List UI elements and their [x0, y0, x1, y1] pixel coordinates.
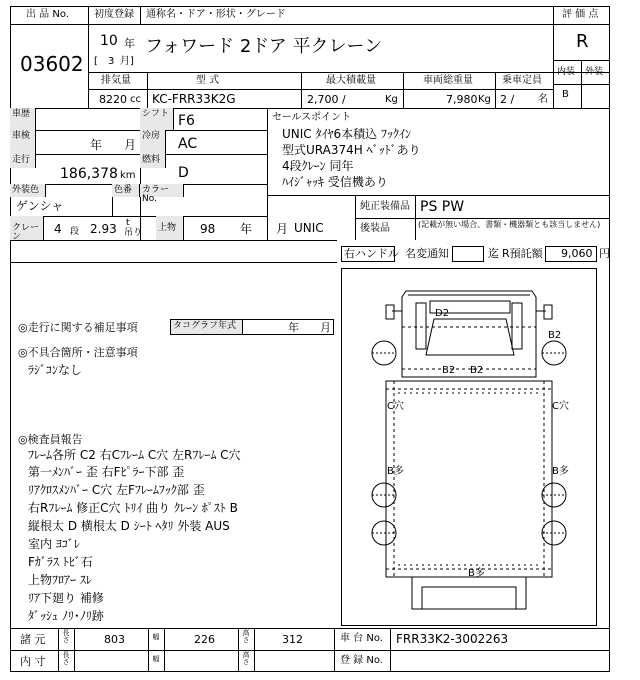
first-reg-year: 10: [100, 33, 118, 49]
capacity-label: 乗車定員: [502, 75, 542, 86]
report-title: ◎検査員報告: [18, 433, 83, 446]
color-label-cell: [140, 184, 184, 204]
chassis-label: 車 台 No.: [340, 633, 383, 644]
diagram-mark-d2: D2: [435, 308, 450, 319]
crane-label-cell: [10, 216, 44, 240]
owner-change-label: 名変通知: [405, 247, 449, 260]
overall-rating: R: [576, 31, 589, 52]
ext-color-label: 外装色: [12, 185, 40, 195]
report-line-2: 第一ﾒﾝﾊﾞｰ 歪 右Fﾋﾟﾗｰ下部 歪: [28, 465, 185, 479]
diagram-mark-b2-cab-left: B2: [442, 365, 456, 376]
max-load-unit: Kg: [385, 94, 398, 105]
aftermarket-label: 後装品: [360, 223, 390, 234]
mileage-label-cell: [10, 154, 36, 168]
color-label: カラーNo.: [142, 185, 170, 204]
fuel-label: 燃料: [142, 155, 161, 165]
height-value: 312: [282, 633, 303, 646]
sales-point-line-4: ﾊｲｼﾞｬｯｷ 受信機あり: [282, 175, 388, 189]
first-reg-month-close: 月]: [120, 56, 134, 67]
ac-label-cell: [140, 130, 166, 154]
exterior-grade-label: 外装: [585, 67, 604, 77]
crane-label: クレーン: [12, 223, 40, 242]
first-reg-year-unit: 年: [124, 37, 135, 50]
report-line-7: Fｶﾞﾗｽ ﾄﾋﾞ石: [28, 555, 93, 569]
report-line-6: 室内 ﾖｺﾞﾚ: [28, 537, 80, 551]
recycle-unit: 円: [599, 247, 610, 260]
report-line-9: ﾘｱ下廻り 補修: [28, 591, 104, 605]
ac-label: 冷房: [142, 131, 161, 141]
first-reg-label: 初度登録: [94, 9, 134, 20]
in-height-label: 高 さ: [242, 651, 250, 666]
loading-label: 上物: [158, 223, 177, 233]
inspection-year-unit: 年: [90, 138, 103, 152]
tacho-label: タコグラフ年式: [173, 321, 237, 331]
drive-side-label: 右ハンドル: [344, 247, 399, 260]
length-label: 長 さ: [62, 629, 70, 644]
report-line-5: 縦根太 D 横根太 D ｼｰﾄ ﾍﾀﾘ 外装 AUS: [28, 519, 230, 533]
loading-year-unit: 年: [240, 222, 253, 236]
diagram-mark-b-many-left: B多: [387, 466, 404, 477]
in-width-label: 幅: [152, 655, 160, 663]
dims-label: 諸 元: [20, 633, 46, 646]
history-label: 車歴: [12, 109, 31, 119]
gross-weight-label: 車両総重量: [423, 75, 473, 86]
mileage-label: 走行: [12, 155, 31, 165]
ac-value: AC: [178, 136, 198, 152]
width-value: 226: [194, 633, 215, 646]
recycle-label: R預託額: [502, 247, 543, 260]
crane-stage-unit: 段: [70, 227, 80, 237]
model-header-label: 通称名・ドア・形状・グレード: [146, 9, 286, 20]
mileage-unit: km: [120, 170, 136, 181]
first-reg-month: 3: [108, 56, 115, 67]
mileage-value: 186,378: [60, 166, 118, 182]
diagram-mark-b2-right-front: B2: [548, 330, 562, 341]
report-line-3: ﾘｱｸﾛｽﾒﾝﾊﾞｰ C穴 左Fﾌﾚｰﾑﾌｯｸ部 歪: [28, 483, 205, 497]
interior-grade: B: [562, 89, 569, 100]
lot-number: 03602: [20, 52, 84, 76]
tacho-label-cell: [171, 320, 243, 334]
tacho-year-unit: 年: [288, 321, 299, 334]
color-no-label-cell: [112, 184, 140, 197]
inspection-month-unit: 月: [124, 138, 137, 152]
gross-weight-unit: Kg: [478, 94, 491, 105]
ext-color-value: ゲンシャ: [16, 199, 64, 213]
gross-weight-value: 7,980: [446, 93, 478, 106]
capacity-unit: 名: [538, 94, 548, 105]
diagram-mark-b-many-rear: B多: [468, 568, 485, 579]
history-label-cell: [10, 108, 36, 130]
sales-point-line-1: UNIC ﾀｲﾔ6本積込 ﾌｯｸｲﾝ: [282, 127, 411, 141]
first-reg-month-open: [: [94, 56, 98, 67]
sales-points-title: セールスポイント: [272, 112, 352, 123]
sales-point-line-3: 4段ｸﾚｰﾝ 同年: [282, 159, 354, 173]
in-length-label: 長 さ: [62, 651, 70, 666]
owner-change-box: [452, 246, 484, 262]
fuel-label-cell: [140, 154, 166, 168]
max-load-value: 2,700 /: [307, 93, 346, 106]
inspection-label-cell: [10, 130, 36, 154]
report-line-8: 上物ﾌﾛｱｰ ｽﾚ: [28, 573, 92, 587]
interior-dims-label: 内 寸: [20, 655, 46, 668]
report-line-10: ﾀﾞｯｼｭ ﾉﾘ･ﾉﾘ跡: [28, 609, 104, 623]
defects-line-1: ﾗｼﾞｺﾝなし: [28, 363, 83, 377]
inspection-label: 車検: [12, 131, 31, 141]
ext-color-label-cell: [10, 184, 46, 197]
damage-diagram: [341, 268, 597, 626]
max-load-label: 最大積載量: [326, 75, 376, 86]
width-label: 幅: [152, 633, 160, 641]
crane-ton-unit-top: t: [126, 218, 130, 228]
loading-year: 98: [200, 222, 216, 236]
report-line-1: ﾌﾚｰﾑ各所 C2 右Cﾌﾚｰﾑ C穴 左Rﾌﾚｰﾑ C穴: [28, 448, 241, 462]
crane-ton-unit-bottom: 吊り: [124, 228, 143, 238]
model-type-value: KC-FRR33K2G: [152, 92, 236, 106]
loading-maker: UNIC: [294, 221, 324, 235]
length-value: 803: [104, 633, 125, 646]
color-no-label: 色番: [114, 185, 133, 195]
diagram-mark-b2-cab-right: B2: [470, 365, 484, 376]
fuel-value: D: [178, 165, 189, 181]
tacho-month-unit: 月: [320, 321, 331, 334]
equipment-label: 純正装備品: [360, 201, 410, 212]
shift-label: シフト: [142, 109, 170, 119]
diagram-mark-b-many-right: B多: [552, 466, 569, 477]
model-name: フォワード 2ドア 平クレーン: [145, 36, 383, 57]
capacity-value: 2 /: [500, 93, 515, 106]
model-type-label: 型 式: [196, 75, 220, 86]
chassis-value: FRR33K2-3002263: [396, 632, 509, 646]
aftermarket-note: (記載が無い場合、書類・機器類とも該当しません): [418, 220, 601, 229]
displacement-label: 排気量: [101, 75, 131, 86]
height-label: 高 さ: [242, 629, 250, 644]
displacement-value: 8220: [99, 93, 127, 106]
loading-label-cell: [156, 216, 184, 240]
loading-month-unit: 月: [276, 222, 289, 236]
displacement-unit: cc: [130, 94, 141, 105]
diagram-mark-c-hole-left: C穴: [387, 401, 404, 412]
report-line-4: 右Rﾌﾚｰﾑ 修正C穴 ﾄﾘｲ 曲り ｸﾚｰﾝ ﾎﾟｽﾄ B: [28, 501, 238, 515]
reg-label: 登 録 No.: [340, 655, 383, 666]
shift-value: F6: [178, 113, 195, 129]
interior-grade-label: 内装: [557, 67, 576, 77]
diagram-mark-c-hole-right: C穴: [552, 401, 569, 412]
crane-ton: 2.93: [90, 222, 117, 236]
recycle-value: 9,060: [561, 247, 593, 260]
crane-stages: 4: [54, 222, 62, 236]
lot-label: 出 品 No.: [26, 9, 69, 20]
driving-notes-title: ◎走行に関する補足事項: [18, 321, 138, 334]
defects-title: ◎不具合箇所・注意事項: [18, 346, 138, 359]
equipment-value: PS PW: [420, 199, 465, 215]
shift-label-cell: [140, 108, 174, 130]
refund-label: 迄: [488, 247, 499, 260]
rating-label: 評 価 点: [562, 9, 599, 20]
sales-point-line-2: 型式URA374H ﾍﾞｯﾄﾞあり: [282, 143, 421, 157]
